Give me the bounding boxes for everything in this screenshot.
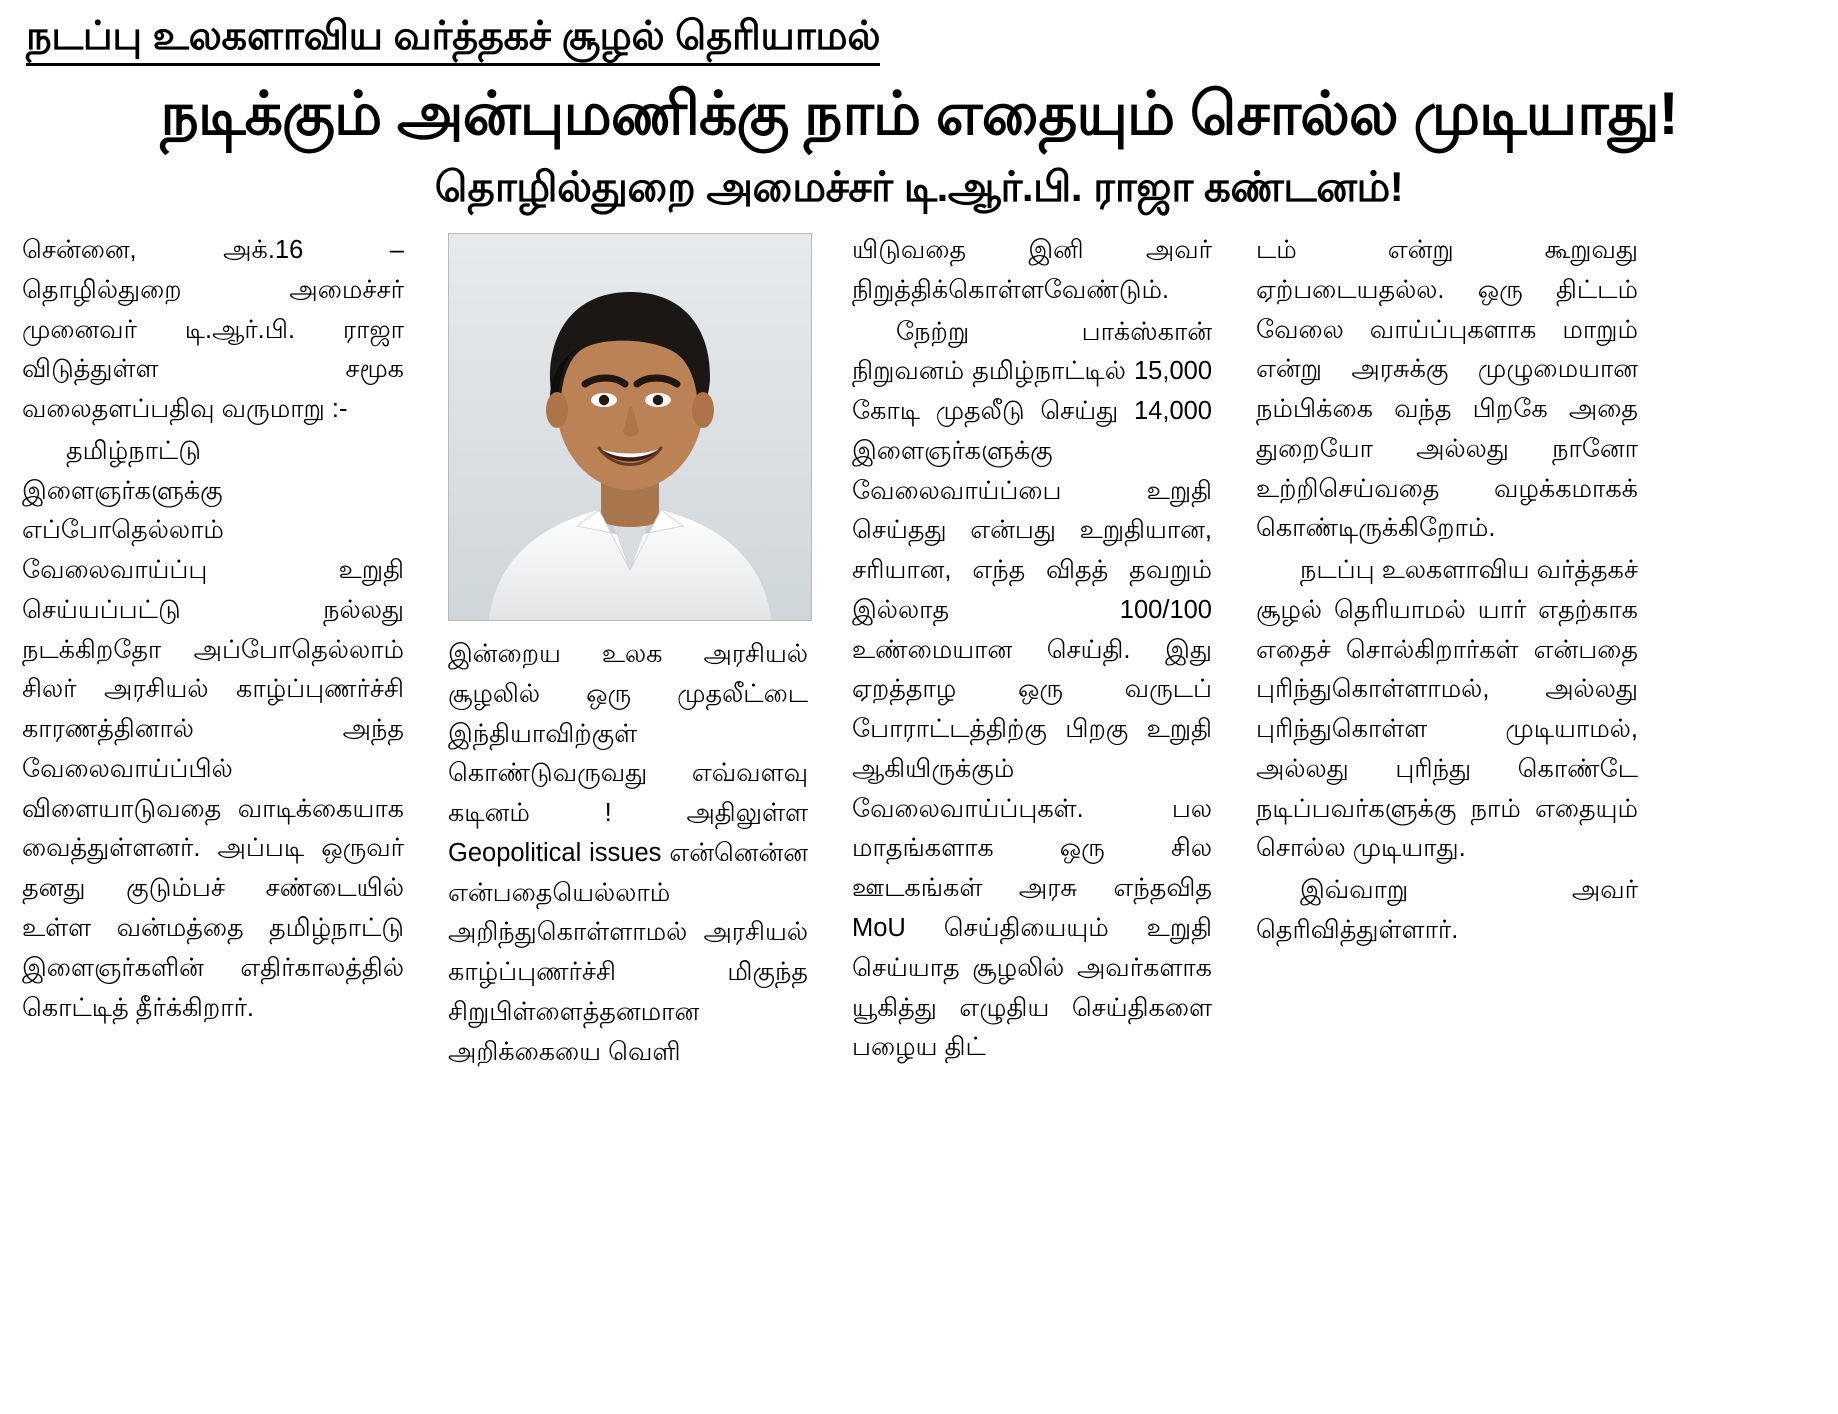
- article-column-3: [830, 231, 1234, 1072]
- paragraph: தமிழ்நாட்டு இளைஞர்களுக்கு எப்போதெல்லாம் வேலைவாய்ப்பு உறுதி செய்யப்பட்டு நல்லது நடக்கிறதோ அப்போதெல்லாம் சிலர் அரசியல் காழ்ப்புணர்ச்சி காரணத்தினால் அந்த வேலைவாய்ப்பில் விளையாடுவதை வாடிக்கையாக வைத்துள்ளனர். அப்படி ஒருவர் தனது குடும்பச் சண்டையில் உள்ள வன்மத்தை தமிழ்நாட்டு இளைஞர்களின் எதிர்காலத்தில் கொட்டித் தீர்க்கிறார்.: [22, 436, 404, 1022]
- article-column-4: [1234, 231, 1638, 1072]
- paragraph: சென்னை, அக்.16 – தொழில்துறை அமைச்சர் முனைவர் டி.ஆர்.பி. ராஜா விடுத்துள்ள சமூக வலைதளப்பதிவு வருமாறு :-: [22, 235, 404, 424]
- sub-headline: தொழில்துறை அமைச்சர் டி.ஆர்.பி. ராஜா கண்டனம்!: [434, 162, 1404, 210]
- paragraph: இவ்வாறு அவர் தெரிவித்துள்ளார்.: [1256, 876, 1638, 944]
- paragraph: நடப்பு உலகளாவிய வர்த்தகச் சூழல் தெரியாமல் யார் எதற்காக எதைச் சொல்கிறார்கள் என்பதை புரிந்துகொள்ளாமல், அல்லது புரிந்துகொள்ள முடியாமல், அல்லது புரிந்து கொண்டே நடிப்பவர்களுக்கு நாம் எதையும் சொல்ல முடியாது.: [1256, 556, 1638, 863]
- article-column-1: [22, 231, 426, 1072]
- minister-portrait-photo: [448, 233, 812, 621]
- paragraph: இன்றைய உலக அரசியல் சூழலில் ஒரு முதலீட்டை இந்தியாவிற்குள் கொண்டுவருவது எவ்வளவு கடினம் ! அதிலுள்ள Geopolitical issues என்னென்ன என்பதையெல்லாம் அறிந்துகொள்ளாமல் அரசியல் காழ்ப்புணர்ச்சி மிகுந்த சிறுபிள்ளைத்தனமான அறிக்கையை வெளி: [448, 639, 808, 1066]
- main-headline: நடிக்கும் அன்புமணிக்கு நாம் எதையும் சொல்ல முடியாது!: [160, 79, 1678, 147]
- paragraph: டம் என்று கூறுவது ஏற்படையதல்ல. ஒரு திட்டம் வேலை வாய்ப்புகளாக மாறும் என்று அரசுக்கு முழுமையான நம்பிக்கை வந்த பிறகே அதை துறையோ அல்லது நானோ உற்றிசெய்வதை வழக்கமாகக் கொண்டிருக்கிறோம்.: [1256, 235, 1638, 543]
- paragraph: யிடுவதை இனி அவர் நிறுத்திக்கொள்ளவேண்டும்.: [852, 235, 1212, 304]
- article-column-2: [426, 231, 830, 1072]
- paragraph: நேற்று பாக்ஸ்கான் நிறுவனம் தமிழ்நாட்டில் 15,000 கோடி முதலீடு செய்து 14,000 இளைஞர்களுக்கு வேலைவாய்ப்பை உறுதி செய்தது என்பது உறுதியான, சரியான, எந்த விதத் தவறும் இல்லாத 100/100 உண்மையான செய்தி. இது ஏறத்தாழ ஒரு வருடப் போராட்டத்திற்கு பிறகு உறுதி ஆகியிருக்கும் வேலைவாய்ப்புகள். பல மாதங்களாக ஒரு சில ஊடகங்கள் அரசு எந்தவித MoU செய்தியையும் உறுதி செய்யாத சூழலில் அவர்களாக யூகித்து எழுதிய செய்திகளை பழைய திட்: [852, 317, 1212, 1062]
- kicker-headline: நடப்பு உலகளாவிய வர்த்தகச் சூழல் தெரியாமல்: [26, 14, 880, 66]
- portrait-illustration: [449, 234, 811, 620]
- article-body: [22, 231, 1816, 1072]
